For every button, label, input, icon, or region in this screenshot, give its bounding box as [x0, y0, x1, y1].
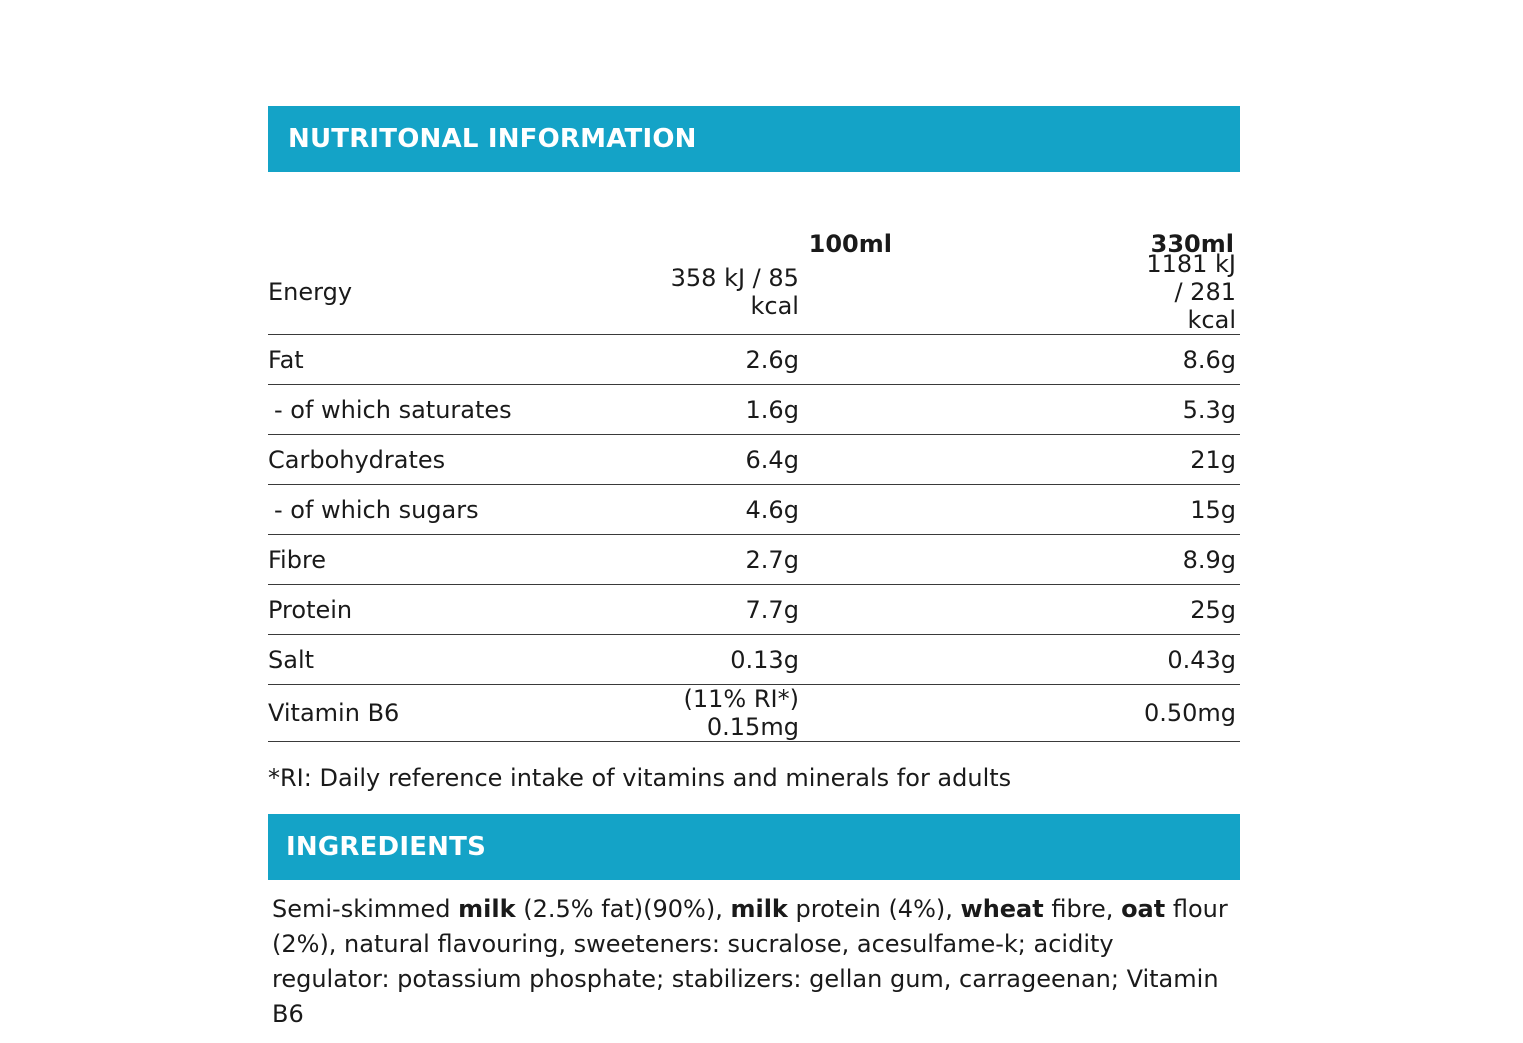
value-per-330ml: 0.50mg	[1144, 685, 1240, 742]
table-row	[268, 485, 1240, 535]
nutrition-table	[268, 250, 1240, 742]
ingredient-allergen: milk	[730, 895, 788, 923]
value-per-330ml: 5.3g	[1144, 385, 1240, 435]
nutrient-name: Protein	[268, 585, 623, 635]
nutrient-name: Fat	[268, 335, 623, 385]
value-per-330ml: 25g	[1144, 585, 1240, 635]
value-per-330ml: 15g	[1144, 485, 1240, 535]
table-row	[268, 250, 1240, 335]
nutrition-header	[268, 106, 1240, 172]
ingredients-title: INGREDIENTS	[286, 832, 486, 862]
value-per-100ml: 2.7g	[623, 535, 1144, 585]
value-per-330ml: 21g	[1144, 435, 1240, 485]
ingredient-allergen: milk	[458, 895, 516, 923]
ingredients-header	[268, 814, 1240, 880]
column-header-330ml: 330ml	[1150, 230, 1234, 258]
table-row	[268, 535, 1240, 585]
value-per-100ml: 7.7g	[623, 585, 1144, 635]
table-row	[268, 435, 1240, 485]
ingredient-text-part: protein (4%),	[787, 895, 961, 923]
table-row	[268, 385, 1240, 435]
ingredients-text	[268, 880, 1240, 1032]
nutrient-name: - of which saturates	[268, 385, 623, 435]
ingredient-allergen: wheat	[960, 895, 1044, 923]
value-per-100ml: 1.6g	[623, 385, 1144, 435]
ingredient-text-part: Semi-skimmed	[272, 895, 459, 923]
value-per-100ml: 358 kJ / 85 kcal	[623, 250, 1144, 335]
value-per-330ml: 8.9g	[1144, 535, 1240, 585]
value-per-100ml: 4.6g	[623, 485, 1144, 535]
value-per-100ml: 6.4g	[623, 435, 1144, 485]
nutrition-title: NUTRITONAL INFORMATION	[288, 124, 697, 154]
nutrient-name: Vitamin B6	[268, 685, 623, 742]
table-row	[268, 585, 1240, 635]
value-per-330ml: 0.43g	[1144, 635, 1240, 685]
value-per-330ml: 8.6g	[1144, 335, 1240, 385]
value-per-100ml: 2.6g	[623, 335, 1144, 385]
nutrition-panel	[268, 106, 1240, 1032]
ingredient-allergen: oat	[1121, 895, 1166, 923]
table-row	[268, 335, 1240, 385]
table-row	[268, 685, 1240, 742]
ingredient-text-part: fibre,	[1043, 895, 1122, 923]
nutrient-name: - of which sugars	[268, 485, 623, 535]
ingredient-text-part: flour (2%), natural flavouring, sweeteners: sucralose, acesulfame-k; acidity regulator: potassium phosphate; stabilizers: gellan gum, carrageenan; Vitamin B6	[272, 895, 1228, 1028]
value-per-100ml: (11% RI*) 0.15mg	[623, 685, 1144, 742]
value-per-100ml: 0.13g	[623, 635, 1144, 685]
nutrient-name: Carbohydrates	[268, 435, 623, 485]
ri-footnote: *RI: Daily reference intake of vitamins and minerals for adults	[268, 764, 1012, 792]
column-headers	[268, 172, 1240, 258]
nutrient-name: Fibre	[268, 535, 623, 585]
table-row	[268, 635, 1240, 685]
nutrient-name: Energy	[268, 250, 623, 335]
column-header-100ml: 100ml	[808, 230, 892, 258]
nutrient-name: Salt	[268, 635, 623, 685]
value-per-330ml: 1181 kJ / 281 kcal	[1144, 250, 1240, 335]
ingredient-text-part: (2.5% fat)(90%),	[515, 895, 731, 923]
